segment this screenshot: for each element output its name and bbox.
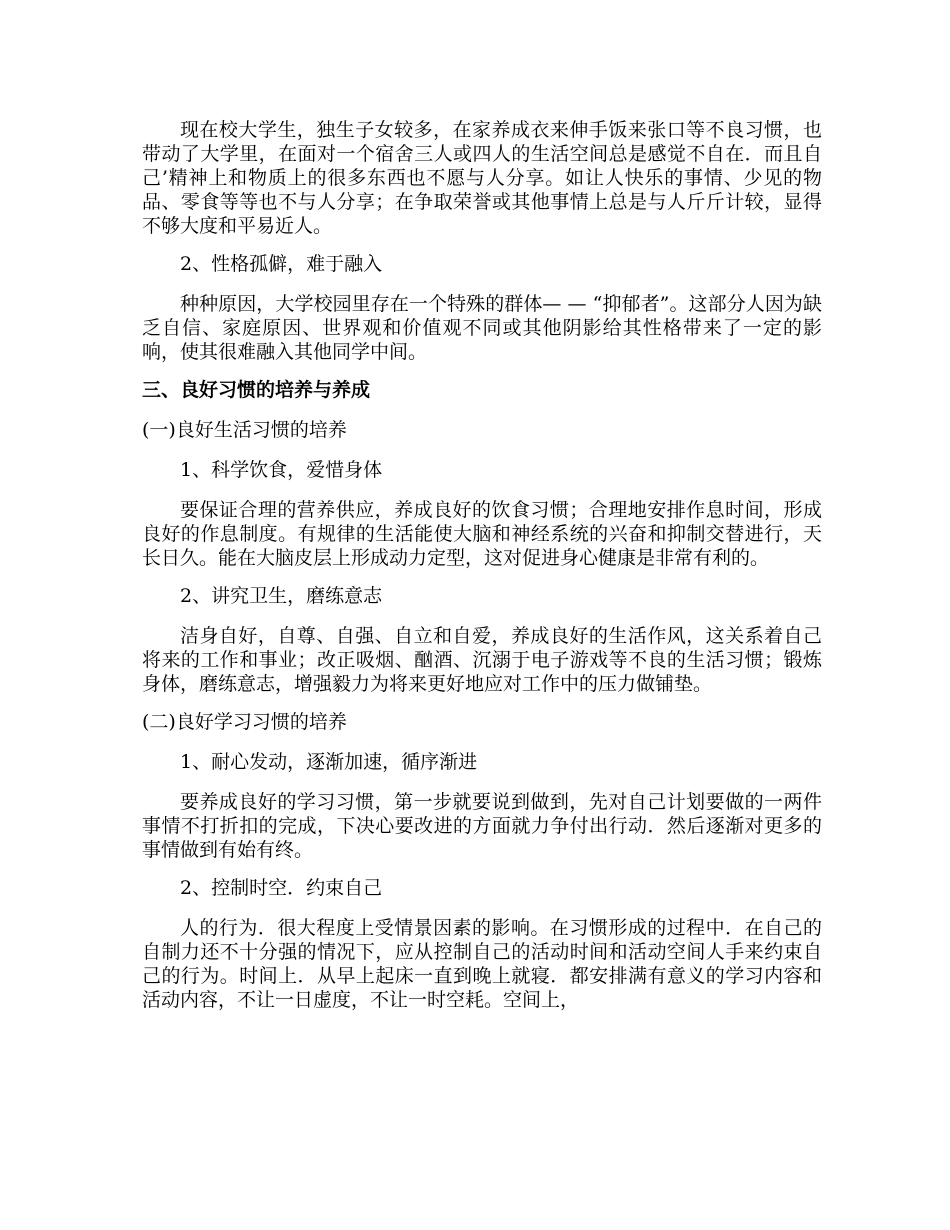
group-heading-study-habits: (二)良好学习习惯的培养	[142, 711, 347, 733]
section-heading-habit-cultivation: 三、良好习惯的培养与养成	[142, 379, 371, 401]
subheading-solitary-personality: 2、性格孤僻，难于融入	[180, 253, 383, 275]
subheading-patient-start: 1、耐心发动，逐渐加速，循序渐进	[180, 751, 478, 773]
document-body	[142, 118, 822, 1026]
group-heading-life-habits: (一)良好生活习惯的培养	[142, 419, 347, 441]
subheading-control-time-space: 2、控制时空．约束自己	[180, 877, 383, 899]
paragraph-depressed-group: 种种原因，大学校园里存在一个特殊的群体— — “抑郁者”。这部分人因为缺乏自信、家庭原因、世界观和价值观不同或其他阴影给其性格带来了一定的影响，使其很难融入其他同学中间。	[142, 293, 822, 363]
paragraph-situational-factors: 人的行为．很大程度上受情景因素的影响。在习惯形成的过程中．在自己的自制力还不十分强的情况下，应从控制自己的活动时间和活动空间人手来约束自己的行为。时间上．从早上起床一直到晚上就寝．都安排满有意义的学习内容和活动内容，不让一日虚度，不让一时空耗。空间上，	[142, 917, 822, 1011]
subheading-scientific-diet: 1、科学饮食，爱惜身体	[180, 459, 383, 481]
paragraph-keep-promises: 要养成良好的学习习惯，第一步就要说到做到，先对自己计划要做的一两件事情不打折扣的完成，下决心要改进的方面就力争付出行动．然后逐渐对更多的事情做到有始有终。	[142, 791, 822, 861]
subheading-hygiene-willpower: 2、讲究卫生，磨练意志	[180, 585, 383, 607]
paragraph-nutrition-schedule: 要保证合理的营养供应，养成良好的饮食习惯；合理地安排作息时间，形成良好的作息制度。有规律的生活能使大脑和神经系统的兴奋和抑制交替进行，天长日久。能在大脑皮层上形成动力定型，这对促进身心健康是非常有利的。	[142, 499, 822, 569]
paragraph-self-discipline: 洁身自好，自尊、自强、自立和自爱，养成良好的生活作风，这关系着自己将来的工作和事业；改正吸烟、酗酒、沉溺于电子游戏等不良的生活习惯；锻炼身体，磨练意志，增强毅力为将来更好地应对工作中的压力做铺垫。	[142, 625, 822, 695]
paragraph-dormitory-sharing: 现在校大学生，独生子女较多，在家养成衣来伸手饭来张口等不良习惯，也带动了大学里，在面对一个宿舍三人或四人的生活空间总是感觉不自在．而且自己’精神上和物质上的很多东西也不愿与人分享。如让人快乐的事情、少见的物品、零食等等也不与人分享；在争取荣誉或其他事情上总是与人斤斤计较，显得不够大度和平易近人。	[142, 119, 822, 237]
